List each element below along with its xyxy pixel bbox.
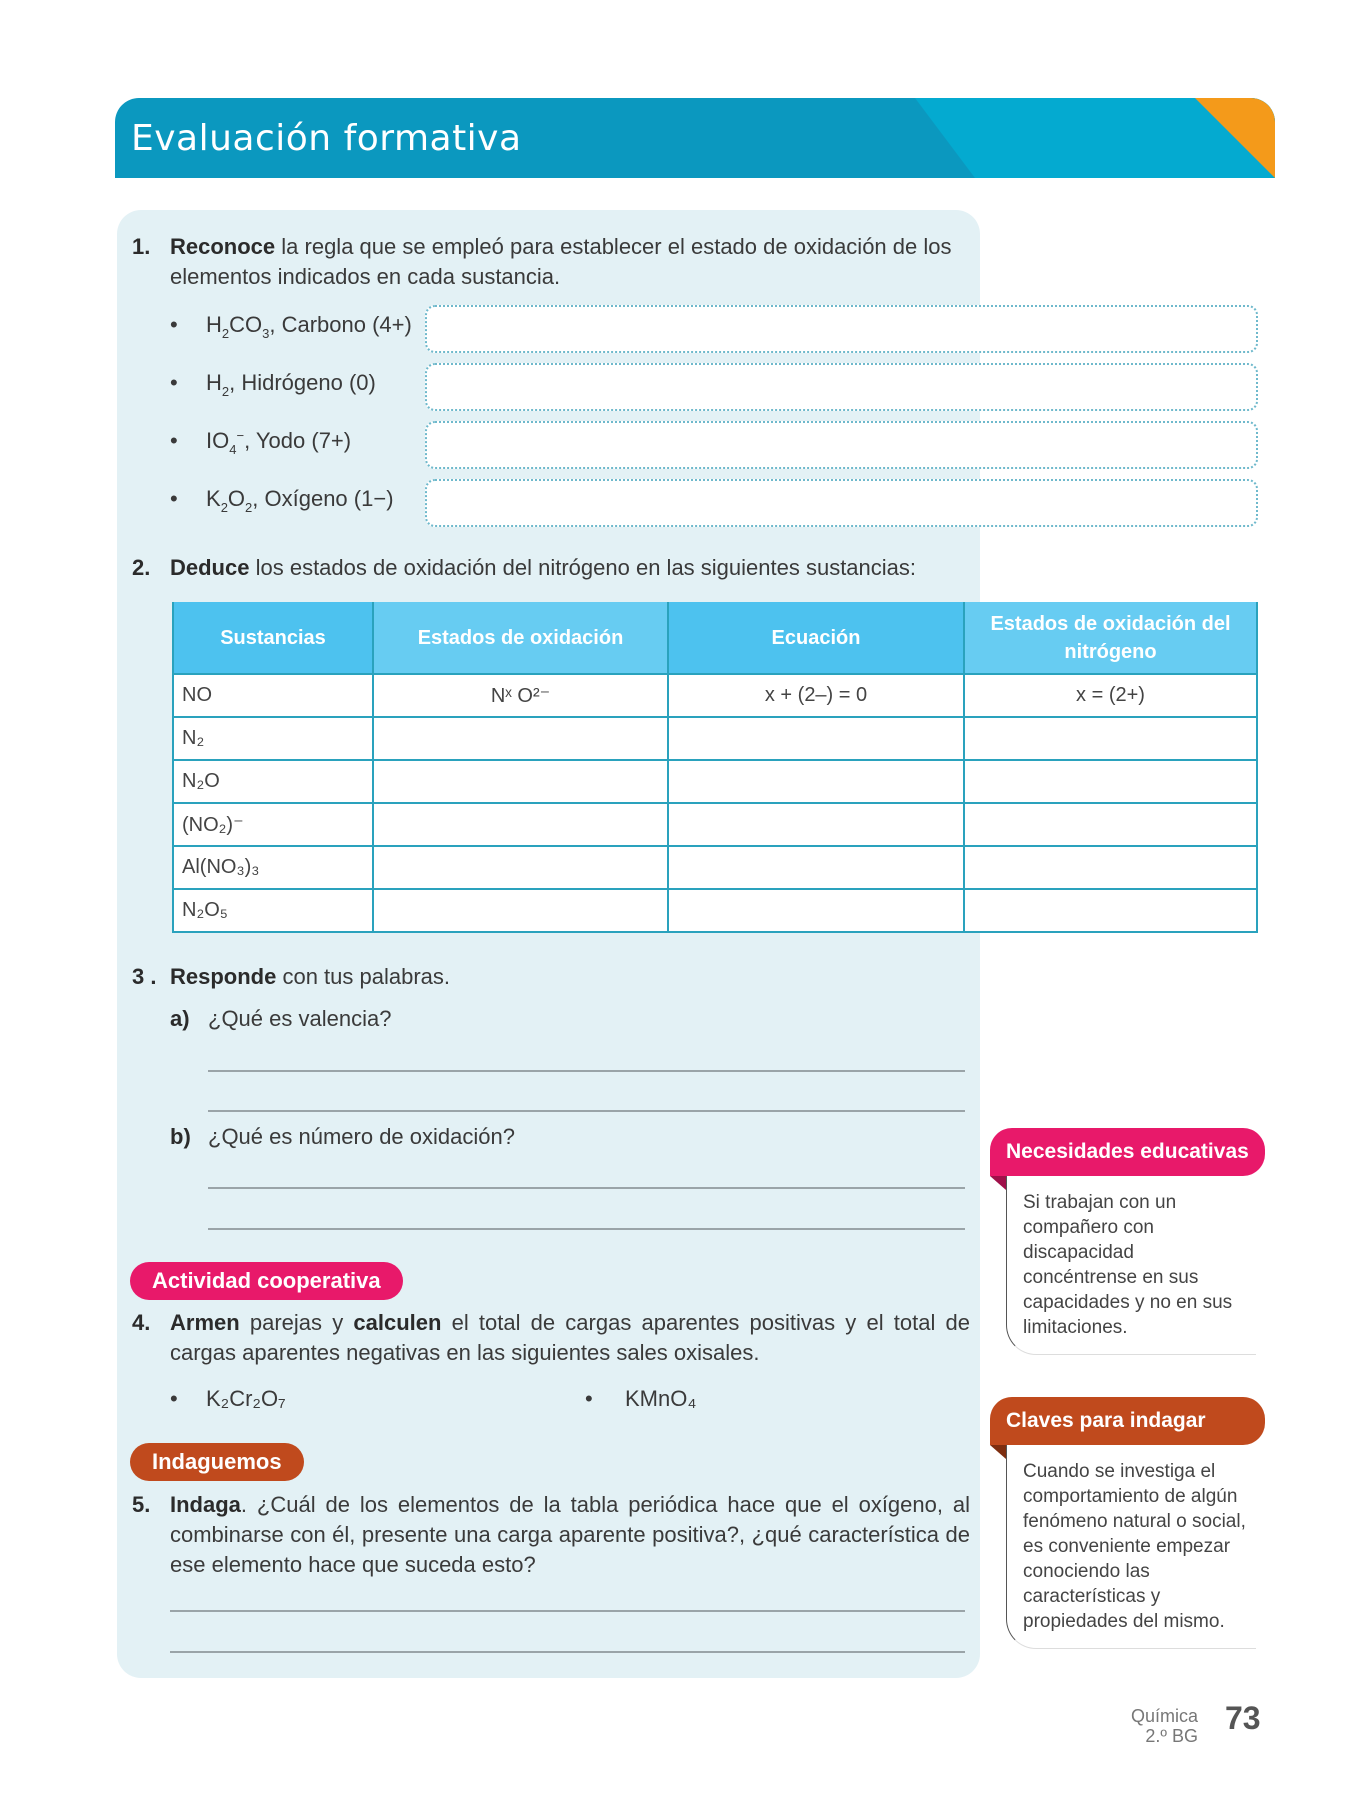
cell-sustancia: Al(NO₃)₃ <box>173 846 373 889</box>
cell-ecuacion[interactable] <box>668 717 964 760</box>
cell-estados[interactable] <box>373 717 668 760</box>
answer-line[interactable] <box>170 1651 965 1653</box>
sub-label: b) <box>170 1124 191 1149</box>
cell-sustancia: (NO₂)⁻ <box>173 803 373 846</box>
cell-ecuacion[interactable] <box>668 889 964 932</box>
question-number: 5. <box>132 1492 151 1517</box>
answer-box-4[interactable] <box>425 479 1258 527</box>
cell-estados[interactable] <box>373 889 668 932</box>
question-number: 4. <box>132 1310 151 1335</box>
table-row <box>173 717 1257 760</box>
answer-line[interactable] <box>208 1228 965 1230</box>
table-row <box>173 889 1257 932</box>
footer-subject: Química 2.º BG <box>1130 1706 1198 1746</box>
ribbon-fold <box>990 1176 1006 1190</box>
necesidades-educativas-box <box>990 1128 1265 1355</box>
cell-nitrogeno[interactable] <box>964 803 1257 846</box>
cell-ecuacion[interactable] <box>668 803 964 846</box>
answer-line[interactable] <box>208 1187 965 1189</box>
question-3b <box>170 1122 515 1152</box>
col-header: Sustancias <box>173 602 373 674</box>
cell-sustancia: N₂ <box>173 717 373 760</box>
answer-line[interactable] <box>208 1070 965 1072</box>
box-title: Claves para indagar <box>990 1397 1265 1445</box>
box-title: Necesidades educativas <box>990 1128 1265 1176</box>
answer-box-3[interactable] <box>425 421 1258 469</box>
cell-nitrogeno[interactable] <box>964 846 1257 889</box>
table-row <box>173 760 1257 803</box>
question-verb: Deduce <box>170 555 250 580</box>
page-number: 73 <box>1225 1700 1261 1736</box>
table-row <box>173 846 1257 889</box>
section-header <box>115 98 1275 178</box>
question-number: 3 . <box>132 964 157 989</box>
cell-sustancia: N₂O <box>173 760 373 803</box>
cell-nitrogeno[interactable] <box>964 889 1257 932</box>
cell-estados[interactable] <box>373 846 668 889</box>
box-text: Si trabajan con un compañero con discapacidad concéntrense en sus capacidades y no en sus limitaciones. <box>1006 1176 1256 1355</box>
cell-sustancia: N₂O₅ <box>173 889 373 932</box>
question-number: 2. <box>132 555 151 580</box>
cell-ecuacion[interactable]: x + (2–) = 0 <box>668 674 964 717</box>
col-header: Ecuación <box>668 602 964 674</box>
cell-ecuacion[interactable] <box>668 760 964 803</box>
question-number: 1. <box>132 234 151 259</box>
box-text: Cuando se investiga el comportamiento de algún fenómeno natural o social, es conveniente empezar conociendo las características y propiedades del mismo. <box>1006 1445 1256 1649</box>
table-row <box>173 803 1257 846</box>
sub-question-text: ¿Qué es valencia? <box>208 1006 392 1031</box>
cell-sustancia: NO <box>173 674 373 717</box>
cell-nitrogeno[interactable] <box>964 760 1257 803</box>
cell-estados[interactable] <box>373 803 668 846</box>
table-row <box>173 674 1257 717</box>
question-text: los estados de oxidación del nitrógeno en las siguientes sustancias: <box>249 555 917 580</box>
dua-title: DUA <box>961 12 1019 42</box>
question-verb: Reconoce <box>170 234 276 259</box>
sub-label: a) <box>170 1006 190 1031</box>
answer-line[interactable] <box>208 1110 965 1112</box>
claves-para-indagar-box <box>990 1397 1265 1649</box>
oxidation-table <box>172 602 1258 933</box>
question-3a <box>170 1004 392 1034</box>
cell-nitrogeno[interactable]: x = (2+) <box>964 674 1257 717</box>
answer-box-2[interactable] <box>425 363 1258 411</box>
sub-question-text: ¿Qué es número de oxidación? <box>208 1124 515 1149</box>
cooperative-activity-tag: Actividad cooperativa <box>130 1262 403 1300</box>
col-header: Estados de oxidación del nitrógeno <box>964 602 1257 674</box>
col-header: Estados de oxidación <box>373 602 668 674</box>
indaguemos-tag: Indaguemos <box>130 1443 304 1481</box>
cell-ecuacion[interactable] <box>668 846 964 889</box>
question-text: la regla que se empleó para establecer el estado de oxidación de los elementos indicados en cada sustancia. <box>170 234 952 289</box>
question-verb: Responde <box>170 964 277 989</box>
answer-box-1[interactable] <box>425 305 1258 353</box>
question-text: con tus palabras. <box>276 964 451 989</box>
ribbon-fold <box>990 1445 1006 1459</box>
cell-estados[interactable] <box>373 760 668 803</box>
answer-line[interactable] <box>170 1610 965 1612</box>
cell-estados[interactable]: Nˣ O²⁻ <box>373 674 668 717</box>
cell-nitrogeno[interactable] <box>964 717 1257 760</box>
dua-subtitle: Acción y expresión <box>889 44 1091 69</box>
page-title: Evaluación formativa <box>131 118 522 159</box>
